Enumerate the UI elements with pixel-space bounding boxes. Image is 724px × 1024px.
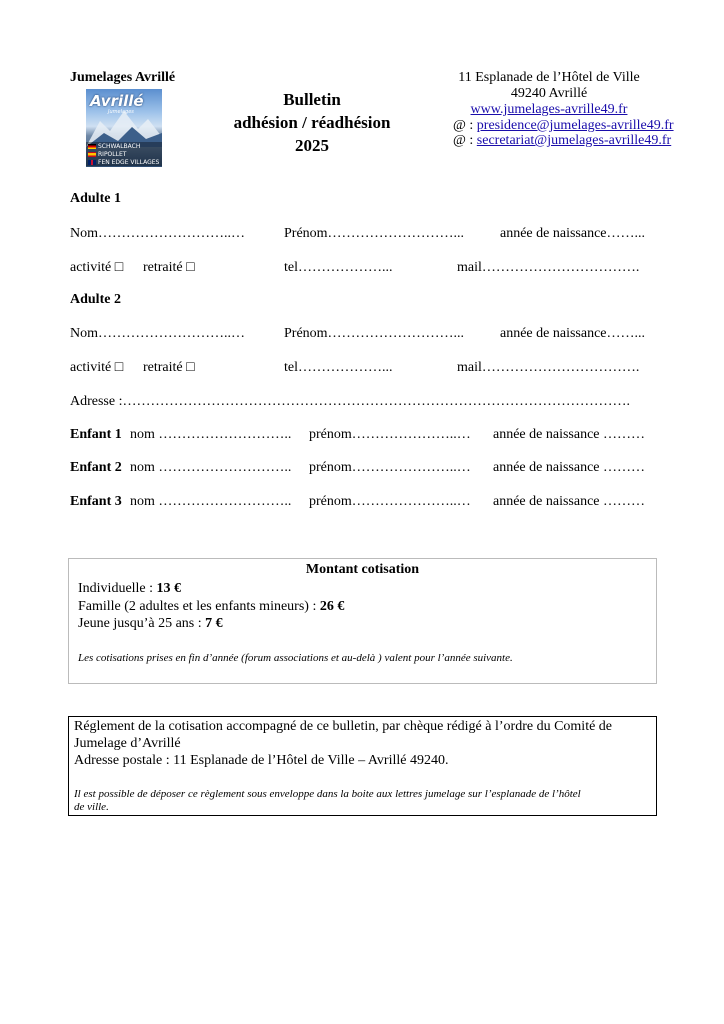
- child-label: Enfant 3: [70, 494, 122, 509]
- adult-1-tel-field[interactable]: tel………………...: [284, 260, 393, 275]
- email-row-secretariat: [453, 133, 671, 149]
- adult-1-annee-field[interactable]: année de naissance……...: [500, 226, 645, 241]
- reglement-note-1: Il est possible de déposer ce règlement sous enveloppe dans la boite aux lettres jumelage sur l’esplanade de l’hôtel: [74, 788, 581, 800]
- adult-1-activite-checkbox[interactable]: activité □: [70, 260, 124, 275]
- cotisation-individuelle: Individuelle : 13 €: [78, 581, 182, 596]
- child-label: Enfant 1: [70, 427, 122, 442]
- adult-1-heading: Adulte 1: [70, 191, 121, 206]
- cotisation-famille: Famille (2 adultes et les enfants mineurs) : 26 €: [78, 599, 345, 614]
- spanish-flag-icon: [88, 152, 96, 157]
- cotisation-jeune: Jeune jusqu’à 25 ans : 7 €: [78, 616, 223, 631]
- child-1-annee-field[interactable]: année de naissance ………: [493, 427, 645, 442]
- cotisation-title: Montant cotisation: [305, 562, 420, 577]
- avrille-logo: [86, 89, 162, 167]
- adult-1-nom-field[interactable]: Nom………………………..…: [70, 226, 245, 241]
- adult-2-retraite-checkbox[interactable]: retraité □: [143, 360, 195, 375]
- child-1-prenom-field[interactable]: prénom…………………..…: [309, 427, 471, 442]
- logo-town: SCHWALBACH: [86, 142, 162, 150]
- german-flag-icon: [88, 144, 96, 149]
- logo-brand: Avrillé: [90, 92, 144, 110]
- child-3-row: [70, 494, 122, 510]
- website-link[interactable]: www.jumelages-avrille49.fr: [470, 102, 628, 117]
- email-prefix: @ :: [453, 133, 474, 148]
- logo-towns: [86, 142, 162, 166]
- adult-2-heading: Adulte 2: [70, 292, 121, 307]
- child-label: Enfant 2: [70, 460, 122, 475]
- organization-name: Jumelages Avrillé: [70, 70, 176, 85]
- adult-1-mail-field[interactable]: mail…………………………….: [457, 260, 640, 275]
- adult-1-prenom-field[interactable]: Prénom………………………...: [284, 226, 465, 241]
- reglement-line-3: Adresse postale : 11 Esplanade de l’Hôtel de Ville – Avrillé 49240.: [74, 753, 449, 768]
- reglement-line-1: Réglement de la cotisation accompagné de ce bulletin, par chèque rédigé à l’ordre du Comité de: [74, 719, 613, 734]
- adult-1-retraite-checkbox[interactable]: retraité □: [143, 260, 195, 275]
- reglement-box: [68, 716, 657, 816]
- adult-2-nom-field[interactable]: Nom………………………..…: [70, 326, 245, 341]
- child-2-annee-field[interactable]: année de naissance ………: [493, 460, 645, 475]
- address-line-1: 11 Esplanade de l’Hôtel de Ville: [458, 70, 640, 85]
- email-secretariat-link[interactable]: secretariat@jumelages-avrille49.fr: [476, 133, 672, 148]
- adult-2-tel-field[interactable]: tel………………...: [284, 360, 393, 375]
- email-prefix: @ :: [453, 118, 474, 133]
- child-2-row: [70, 460, 122, 476]
- adult-2-activite-checkbox[interactable]: activité □: [70, 360, 124, 375]
- title-line-1: Bulletin: [283, 90, 341, 109]
- cotisation-box: [68, 558, 657, 684]
- logo-town: RIPOLLET: [86, 150, 162, 158]
- child-1-row: [70, 427, 122, 443]
- child-3-prenom-field[interactable]: prénom…………………..…: [309, 494, 471, 509]
- child-2-prenom-field[interactable]: prénom…………………..…: [309, 460, 471, 475]
- adult-2-mail-field[interactable]: mail…………………………….: [457, 360, 640, 375]
- adresse-field[interactable]: Adresse :……………………………………………………………………………………………….: [70, 394, 630, 409]
- reglement-note-2: de ville.: [74, 801, 109, 813]
- logo-sub: Jumelages: [108, 109, 134, 115]
- cotisation-note: Les cotisations prises en fin d’année (forum associations et au-delà ) valent pour l’année suivante.: [78, 652, 513, 664]
- child-2-nom-field[interactable]: nom ………………………..: [130, 460, 292, 475]
- adult-2-annee-field[interactable]: année de naissance……...: [500, 326, 645, 341]
- child-3-nom-field[interactable]: nom ………………………..: [130, 494, 292, 509]
- address-line-2: 49240 Avrillé: [510, 86, 588, 101]
- reglement-line-2: Jumelage d’Avrillé: [74, 736, 181, 751]
- child-3-annee-field[interactable]: année de naissance ………: [493, 494, 645, 509]
- uk-flag-icon: [88, 160, 96, 165]
- email-row-presidence: [453, 118, 674, 134]
- email-presidence-link[interactable]: presidence@jumelages-avrille49.fr: [476, 118, 674, 133]
- logo-town: FEN EDGE VILLAGES: [86, 158, 162, 166]
- title-line-3: 2025: [295, 136, 329, 155]
- title-line-2: adhésion / réadhésion: [233, 113, 391, 132]
- adult-2-prenom-field[interactable]: Prénom………………………...: [284, 326, 465, 341]
- child-1-nom-field[interactable]: nom ………………………..: [130, 427, 292, 442]
